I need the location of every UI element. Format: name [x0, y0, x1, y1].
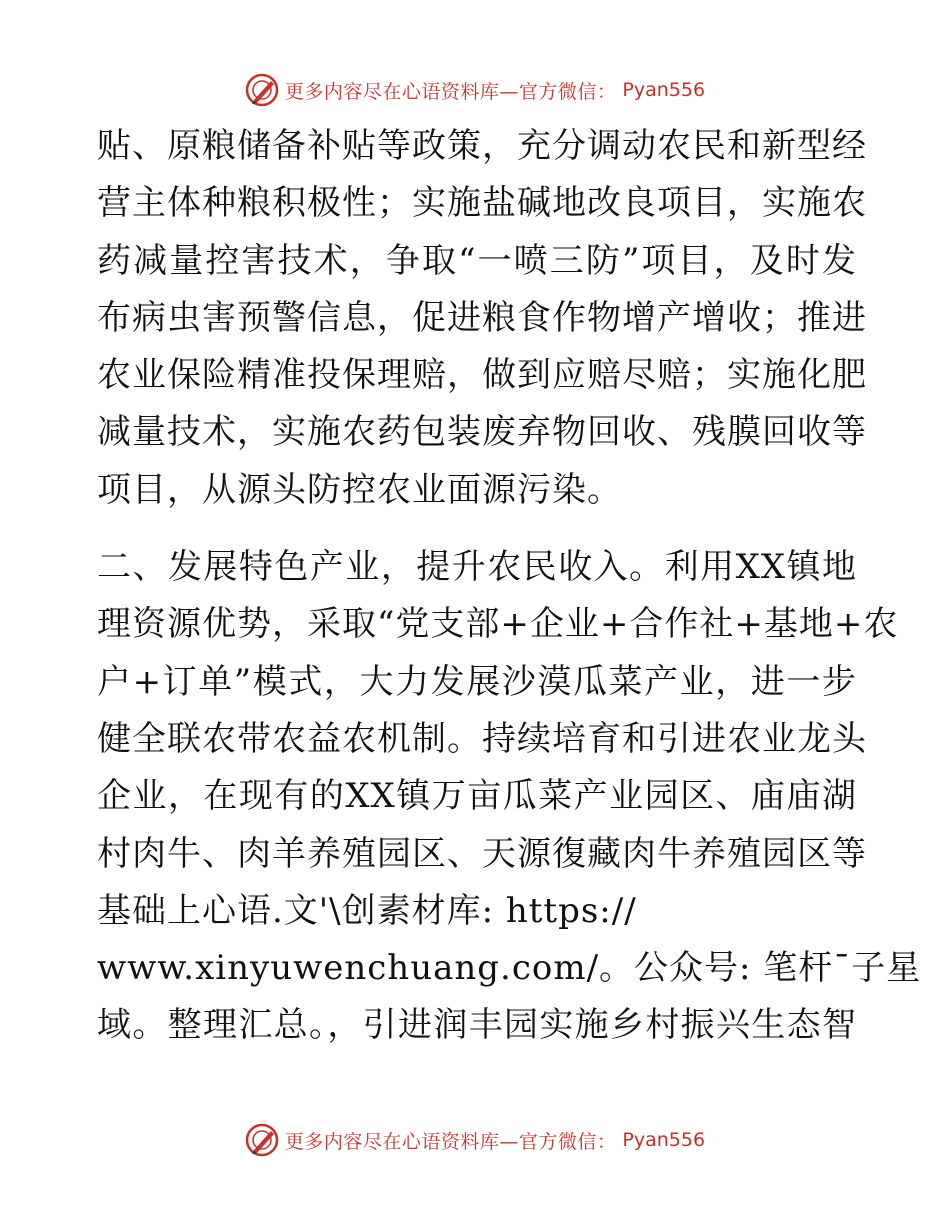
- text-line: 户+订单”模式，大力发展沙漠瓜菜产业，进一步: [97, 661, 857, 702]
- text-line: 域。整理汇总。，引进润丰园实施乡村振兴生态智: [97, 1005, 857, 1046]
- document-body: [97, 118, 922, 1055]
- text-line: www.xinyuwenchuang.com/。公众号: 笔杆¯子星: [97, 948, 922, 989]
- pen-logo-icon: [245, 1123, 279, 1157]
- text-line: 营主体种粮积极性；实施盐碱地改良项目，实施农: [97, 183, 867, 224]
- text-line: 贴、原粮储备补贴等政策，充分调动农民和新型经: [97, 126, 867, 166]
- footer-watermark: [0, 1120, 950, 1160]
- banner-wechat-id: Pyan556: [622, 1129, 706, 1151]
- text-line: 健全联农带农益农机制。持续培育和引进农业龙头: [97, 718, 867, 759]
- text-line: 理资源优势，采取“党支部+企业+合作社+基地+农: [97, 604, 899, 645]
- text-line: 二、发展特色产业，提升农民收入。利用XX镇地: [97, 547, 857, 588]
- pen-logo-icon: [245, 73, 279, 107]
- paragraph-spacer: [97, 519, 857, 539]
- banner-text: 更多内容尽在心语资料库—官方微信：: [284, 1130, 617, 1153]
- text-line: 药减量控害技术，争取“一喷三防”项目，及时发: [97, 240, 857, 281]
- header-watermark: [0, 70, 950, 110]
- text-line: 企业，在现有的XX镇万亩瓜菜产业园区、庙庙湖: [97, 776, 857, 817]
- text-line: 减量技术，实施农药包装废弃物回收、残膜回收等: [97, 412, 867, 453]
- text-line: 项目，从源头防控农业面源污染。: [97, 469, 622, 510]
- paragraph-2: [97, 539, 922, 1055]
- banner-wechat-id: Pyan556: [622, 79, 706, 101]
- text-line: 基础上心语.文'\创素材库: https://: [97, 890, 637, 931]
- banner-text: 更多内容尽在心语资料库—官方微信：: [284, 80, 617, 103]
- text-line: 村肉牛、肉羊养殖园区、天源復藏肉牛养殖园区等: [97, 833, 867, 874]
- text-line: 农业保险精准投保理赔，做到应赔尽赔；实施化肥: [97, 355, 867, 396]
- text-line: 布病虫害预警信息，促进粮食作物增产增收；推进: [97, 297, 867, 338]
- paragraph-1: [97, 118, 867, 519]
